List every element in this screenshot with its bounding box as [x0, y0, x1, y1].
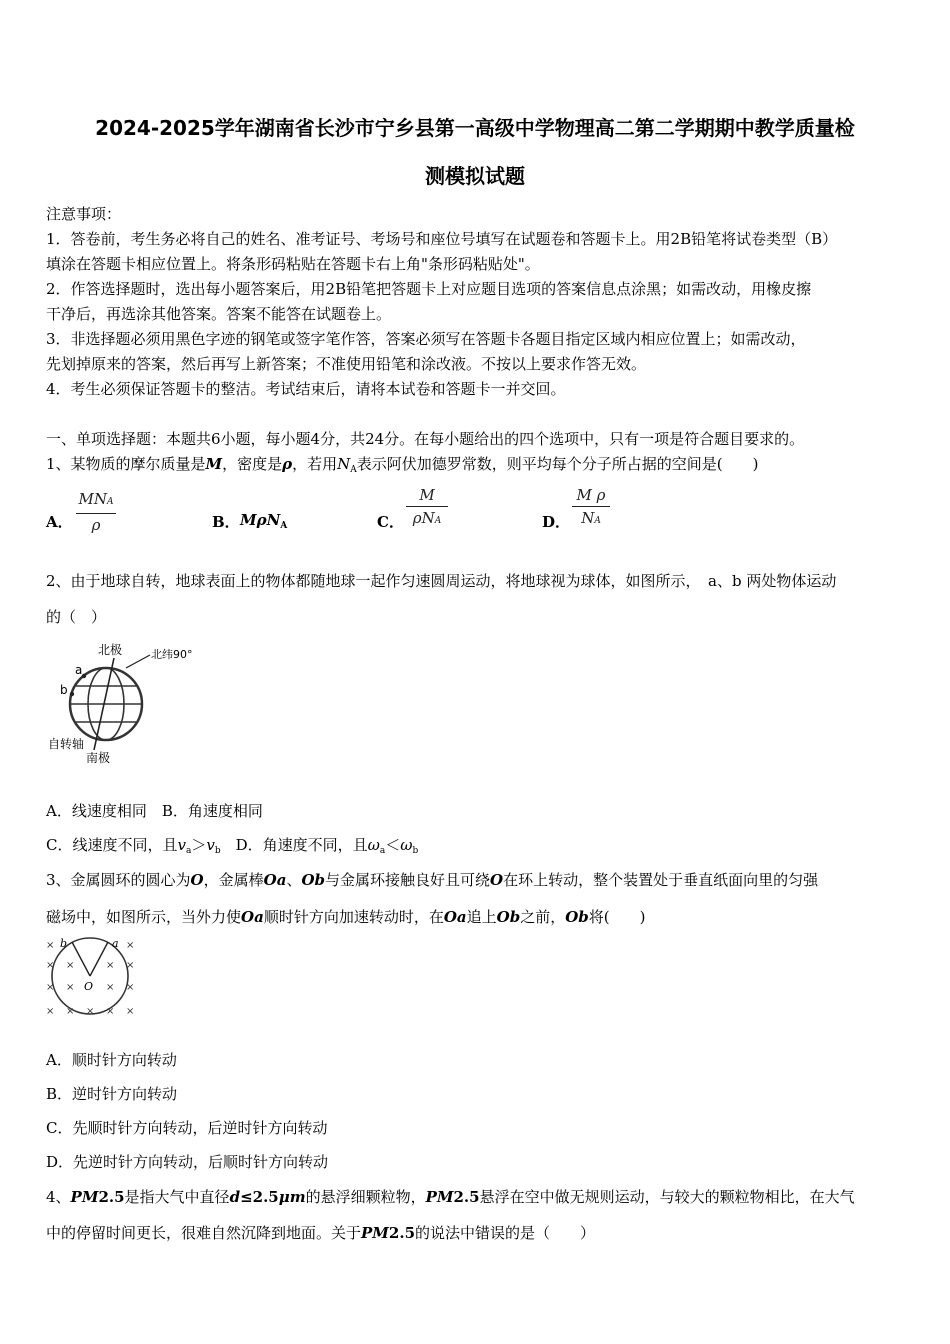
q3-option-c: C．先顺时针方向转动，后逆时针方向转动 [46, 1119, 328, 1137]
notice-line-2: 填涂在答题卡相应位置上。将条形码粘贴在答题卡右上角"条形码粘贴处"。 [46, 255, 540, 273]
cross: × [106, 982, 115, 993]
notice-heading: 注意事项： [46, 205, 122, 223]
q1-option-c-formula: M ρNA [406, 485, 448, 531]
magnetic-ring-figure [44, 934, 136, 1020]
q3-option-b: B．逆时针方向转动 [46, 1085, 178, 1103]
point-a [82, 674, 86, 678]
q1-stem: 1、某物质的摩尔质量是M，密度是ρ，若用$N_A$表示阿伏加德罗常数，则平均每个分子所占据的空间是( ) [46, 455, 759, 475]
title-line-1: 2024-2025学年湖南省长沙市宁乡县第一高级中学物理高二第二学期期中教学质量检 [95, 116, 855, 140]
cross: × [126, 982, 135, 993]
cross: × [46, 940, 55, 951]
notice-line-7: 4．考生必须保证答题卡的整洁。考试结束后，请将本试卷和答题卡一并交回。 [46, 380, 566, 398]
field-crosses [46, 940, 134, 1017]
q1-option-b-label: B． [212, 513, 240, 531]
cross: × [86, 1006, 95, 1017]
notice-line-4: 干净后，再选涂其他答案。答案不能答在试题卷上。 [46, 305, 392, 323]
a-label: a [112, 937, 119, 950]
cross: × [126, 1006, 135, 1017]
title-line-2: 测模拟试题 [425, 164, 525, 188]
q3-option-d: D．先逆时针方向转动，后顺时针方向转动 [46, 1153, 329, 1171]
axis-label: 自转轴 [48, 737, 85, 751]
q2-stem-line-1: 2、由于地球自转，地球表面上的物体都随地球一起作匀速圆周运动，将地球视为球体，如图所示， a、b 两处物体运动 [46, 572, 837, 590]
q1-option-a-label: A． [46, 513, 73, 531]
q4-stem-line-2: 中的停留时间更长，很难自然沉降到地面。关于PM2.5的说法中错误的是（ ） [46, 1224, 596, 1242]
cross: × [46, 982, 55, 993]
cross: × [66, 960, 75, 971]
q3-stem-line-1: 3、金属圆环的圆心为O，金属棒Oa、Ob与金属环接触良好且可绕O在环上转动，整个装置处于垂直纸面向里的匀强 [46, 871, 819, 889]
cross: × [126, 960, 135, 971]
notice-line-1: 1．答卷前，考生务必将自己的姓名、准考证号、考场号和座位号填写在试题卷和答题卡上。用2B铅笔将试卷类型（B） [46, 230, 838, 248]
q1-option-b-formula: MρN$_A$ [240, 511, 288, 531]
b-label: b [60, 937, 68, 950]
cross: × [46, 960, 55, 971]
notice-line-3: 2．作答选择题时，选出每小题答案后，用2B铅笔把答题卡上对应题目选项的答案信息点涂黑；如需改动，用橡皮擦 [46, 280, 812, 298]
cross: × [106, 1006, 115, 1017]
cross: × [106, 960, 115, 971]
q3-stem-line-2: 磁场中，如图所示，当外力使Oa顺时针方向加速转动时，在Oa追上Ob之前，Ob将( ) [46, 908, 646, 926]
q2-option-b: B．角速度相同 [161, 802, 263, 820]
q2-stem-line-2: 的（ ） [46, 608, 107, 626]
earth-rotation-figure [46, 638, 216, 768]
notice-line-6: 先划掉原来的答案，然后再写上新答案；不准使用铅笔和涂改液。不按以上要求作答无效。 [46, 355, 647, 373]
q4-stem-line-1: 4、PM2.5是指大气中直径d≤2.5μm的悬浮细颗粒物，PM2.5悬浮在空中做无规则运动，与较大的颗粒物相比，在大气 [46, 1188, 855, 1206]
q2-option-a: A．线速度相同 [46, 802, 147, 820]
notice-line-5: 3．非选择题必须用黑色字迹的钢笔或签字笔作答，答案必须写在答题卡各题目指定区域内相应位置上；如需改动， [46, 330, 806, 348]
q1-option-d-formula: M ρ NA [572, 485, 610, 531]
cross: × [46, 1006, 55, 1017]
q2-options-ab [46, 800, 263, 821]
cross: × [66, 1006, 75, 1017]
q3-option-a: A．顺时针方向转动 [46, 1051, 177, 1069]
a-label: a [75, 663, 83, 677]
o-label: O [84, 980, 94, 993]
q2-options-cd: C．线速度不同，且$v_a>v_b$ D．角速度不同，且$\omega_a<\omega_b$ [46, 836, 419, 856]
b-label: b [60, 683, 68, 697]
point-b [70, 692, 74, 696]
south-pole-label: 南极 [86, 751, 111, 765]
cross: × [66, 982, 75, 993]
q1-option-d-label: D． [542, 513, 571, 531]
q1-option-c-label: C． [377, 513, 404, 531]
rod-ob [72, 942, 90, 976]
q1-option-a-formula: MNA ρ [76, 489, 116, 535]
north-pole-label: 北极 [98, 643, 123, 657]
latitude-pointer [126, 655, 150, 668]
latitude-label: 北纬90° [151, 648, 193, 661]
cross: × [126, 940, 135, 951]
section-heading: 一、单项选择题：本题共6小题，每小题4分，共24分。在每小题给出的四个选项中，只有一项是符合题目要求的。 [46, 430, 805, 448]
